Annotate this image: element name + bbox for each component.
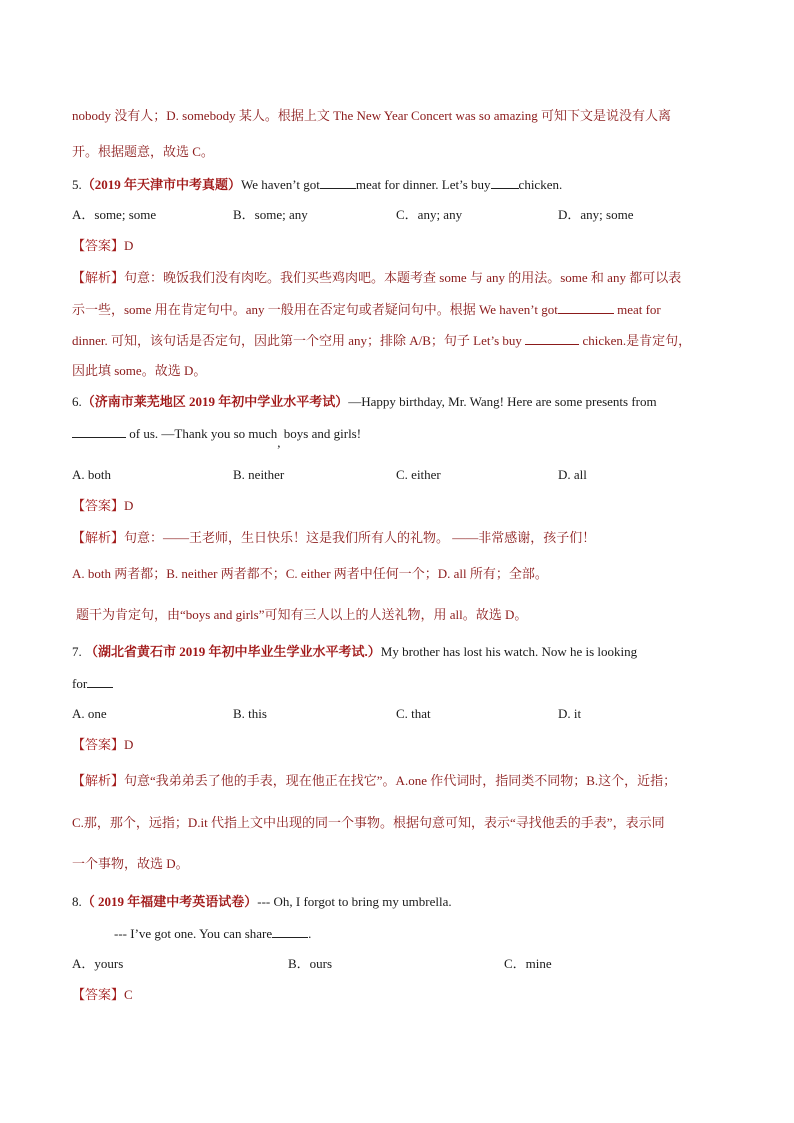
question-7-stem: 7. （湖北省黄石市 2019 年初中毕业生学业水平考试.）My brother has lost his watch. Now he is looking — [72, 644, 638, 659]
option-a: A．some; some — [72, 207, 157, 222]
answer-blank — [491, 176, 519, 189]
option-c: C．any; any — [396, 207, 463, 222]
answer-line — [72, 737, 133, 753]
answer-label: 【答案】 — [72, 498, 125, 513]
question-7-stem-2: for — [72, 675, 113, 692]
question-8-stem: 8.（ 2019 年福建中考英语试卷）--- Oh, I forgot to bring my umbrella. — [72, 894, 452, 909]
analysis-label: 【解析】 — [72, 773, 125, 788]
question-source: （济南市莱芜地区 2019 年初中学业水平考试） — [81, 394, 349, 409]
question-source: （ 2019 年福建中考英语试卷） — [81, 894, 258, 909]
answer-value: D — [124, 737, 134, 752]
q4-analysis-line-2: 开。根据题意，故选 C。 — [72, 144, 214, 159]
option-a: A．yours — [72, 956, 124, 971]
answer-line — [72, 987, 133, 1003]
answer-label: 【答案】 — [72, 238, 125, 253]
option-c: C. that — [396, 706, 431, 721]
analysis-line: 一个事物，故选 D。 — [72, 856, 189, 871]
analysis-line: 题干为肯定句，由“boys and girls”可知有三人以上的人送礼物，用 all。故选 D。 — [76, 607, 528, 622]
analysis-line: A. both 两者都；B. neither 两者都不；C. either 两者中任何一个；D. all 所有；全部。 — [72, 566, 548, 581]
option-d: D. it — [558, 706, 582, 721]
answer-blank — [72, 425, 126, 438]
analysis-line: dinner. 可知，该句话是否定句，因此第一个空用 any；排除 A/B；句子 Let’s buy chicken.是肯定句， — [72, 333, 692, 348]
option-d: D．any; some — [558, 207, 634, 222]
question-number: 7. — [72, 644, 82, 659]
option-b: B．ours — [288, 956, 333, 971]
option-c: C. either — [396, 467, 441, 482]
analysis-line: 示一些，some 用在肯定句中。any 一般用在否定句或者疑问句中。根据 We haven’t got meat for — [72, 302, 661, 317]
question-number: 5. — [72, 177, 82, 192]
question-6-stem: 6.（济南市莱芜地区 2019 年初中学业水平考试）—Happy birthday, Mr. Wang! Here are some presents from — [72, 394, 657, 409]
option-b: B．some; any — [233, 207, 308, 222]
question-source: （湖北省黄石市 2019 年初中毕业生学业水平考试.） — [85, 644, 381, 659]
analysis-line: 【解析】句意：晚饭我们没有肉吃。我们买些鸡肉吧。本题考查 some 与 any 的用法。some 和 any 都可以表 — [72, 270, 682, 285]
answer-blank — [272, 925, 308, 938]
answer-line — [72, 498, 133, 514]
answer-blank — [525, 332, 579, 345]
option-b: B. neither — [233, 467, 285, 482]
q4-analysis-line-1: nobody 没有人；D. somebody 某人。根据上文 The New Year Concert was so amazing 可知下文是说没有人离 — [72, 108, 672, 123]
answer-label: 【答案】 — [72, 987, 125, 1002]
answer-line — [72, 238, 133, 254]
option-c: C．mine — [504, 956, 552, 971]
option-a: A. one — [72, 706, 107, 721]
answer-value: D — [124, 498, 134, 513]
question-8-stem-2: --- I’ve got one. You can share . — [114, 926, 312, 941]
analysis-line: C.那，那个，远指；D.it 代指上文中出现的同一个事物。根据句意可知，表示“寻找他丢的手表”，表示同 — [72, 815, 665, 830]
analysis-line: 因此填 some。故选 D。 — [72, 363, 207, 378]
analysis-line: 【解析】句意“我弟弟丢了他的手表，现在他正在找它”。A.one 作代词时，指同类不同物；B.这个，近指； — [72, 773, 677, 788]
question-5-stem: 5.（2019 年天津市中考真题）We haven’t got meat for dinner. Let’s buy chicken. — [72, 177, 563, 192]
question-source: （2019 年天津市中考真题） — [81, 177, 242, 192]
answer-blank — [320, 176, 356, 189]
analysis-label: 【解析】 — [72, 270, 125, 285]
option-b: B. this — [233, 706, 267, 721]
option-a: A. both — [72, 467, 111, 482]
answer-value: C — [124, 987, 133, 1002]
question-number: 6. — [72, 394, 82, 409]
question-number: 8. — [72, 894, 82, 909]
answer-blank — [87, 675, 113, 688]
analysis-line: 【解析】句意：——王老师，生日快乐！这是我们所有人的礼物。 ——非常感谢，孩子们！ — [72, 530, 596, 545]
answer-label: 【答案】 — [72, 737, 125, 752]
option-d: D. all — [558, 467, 587, 482]
answer-value: D — [124, 238, 134, 253]
question-6-stem-2: of us. —Thank you so much, boys and girls! — [72, 425, 361, 442]
answer-blank — [558, 301, 614, 314]
analysis-label: 【解析】 — [72, 530, 125, 545]
